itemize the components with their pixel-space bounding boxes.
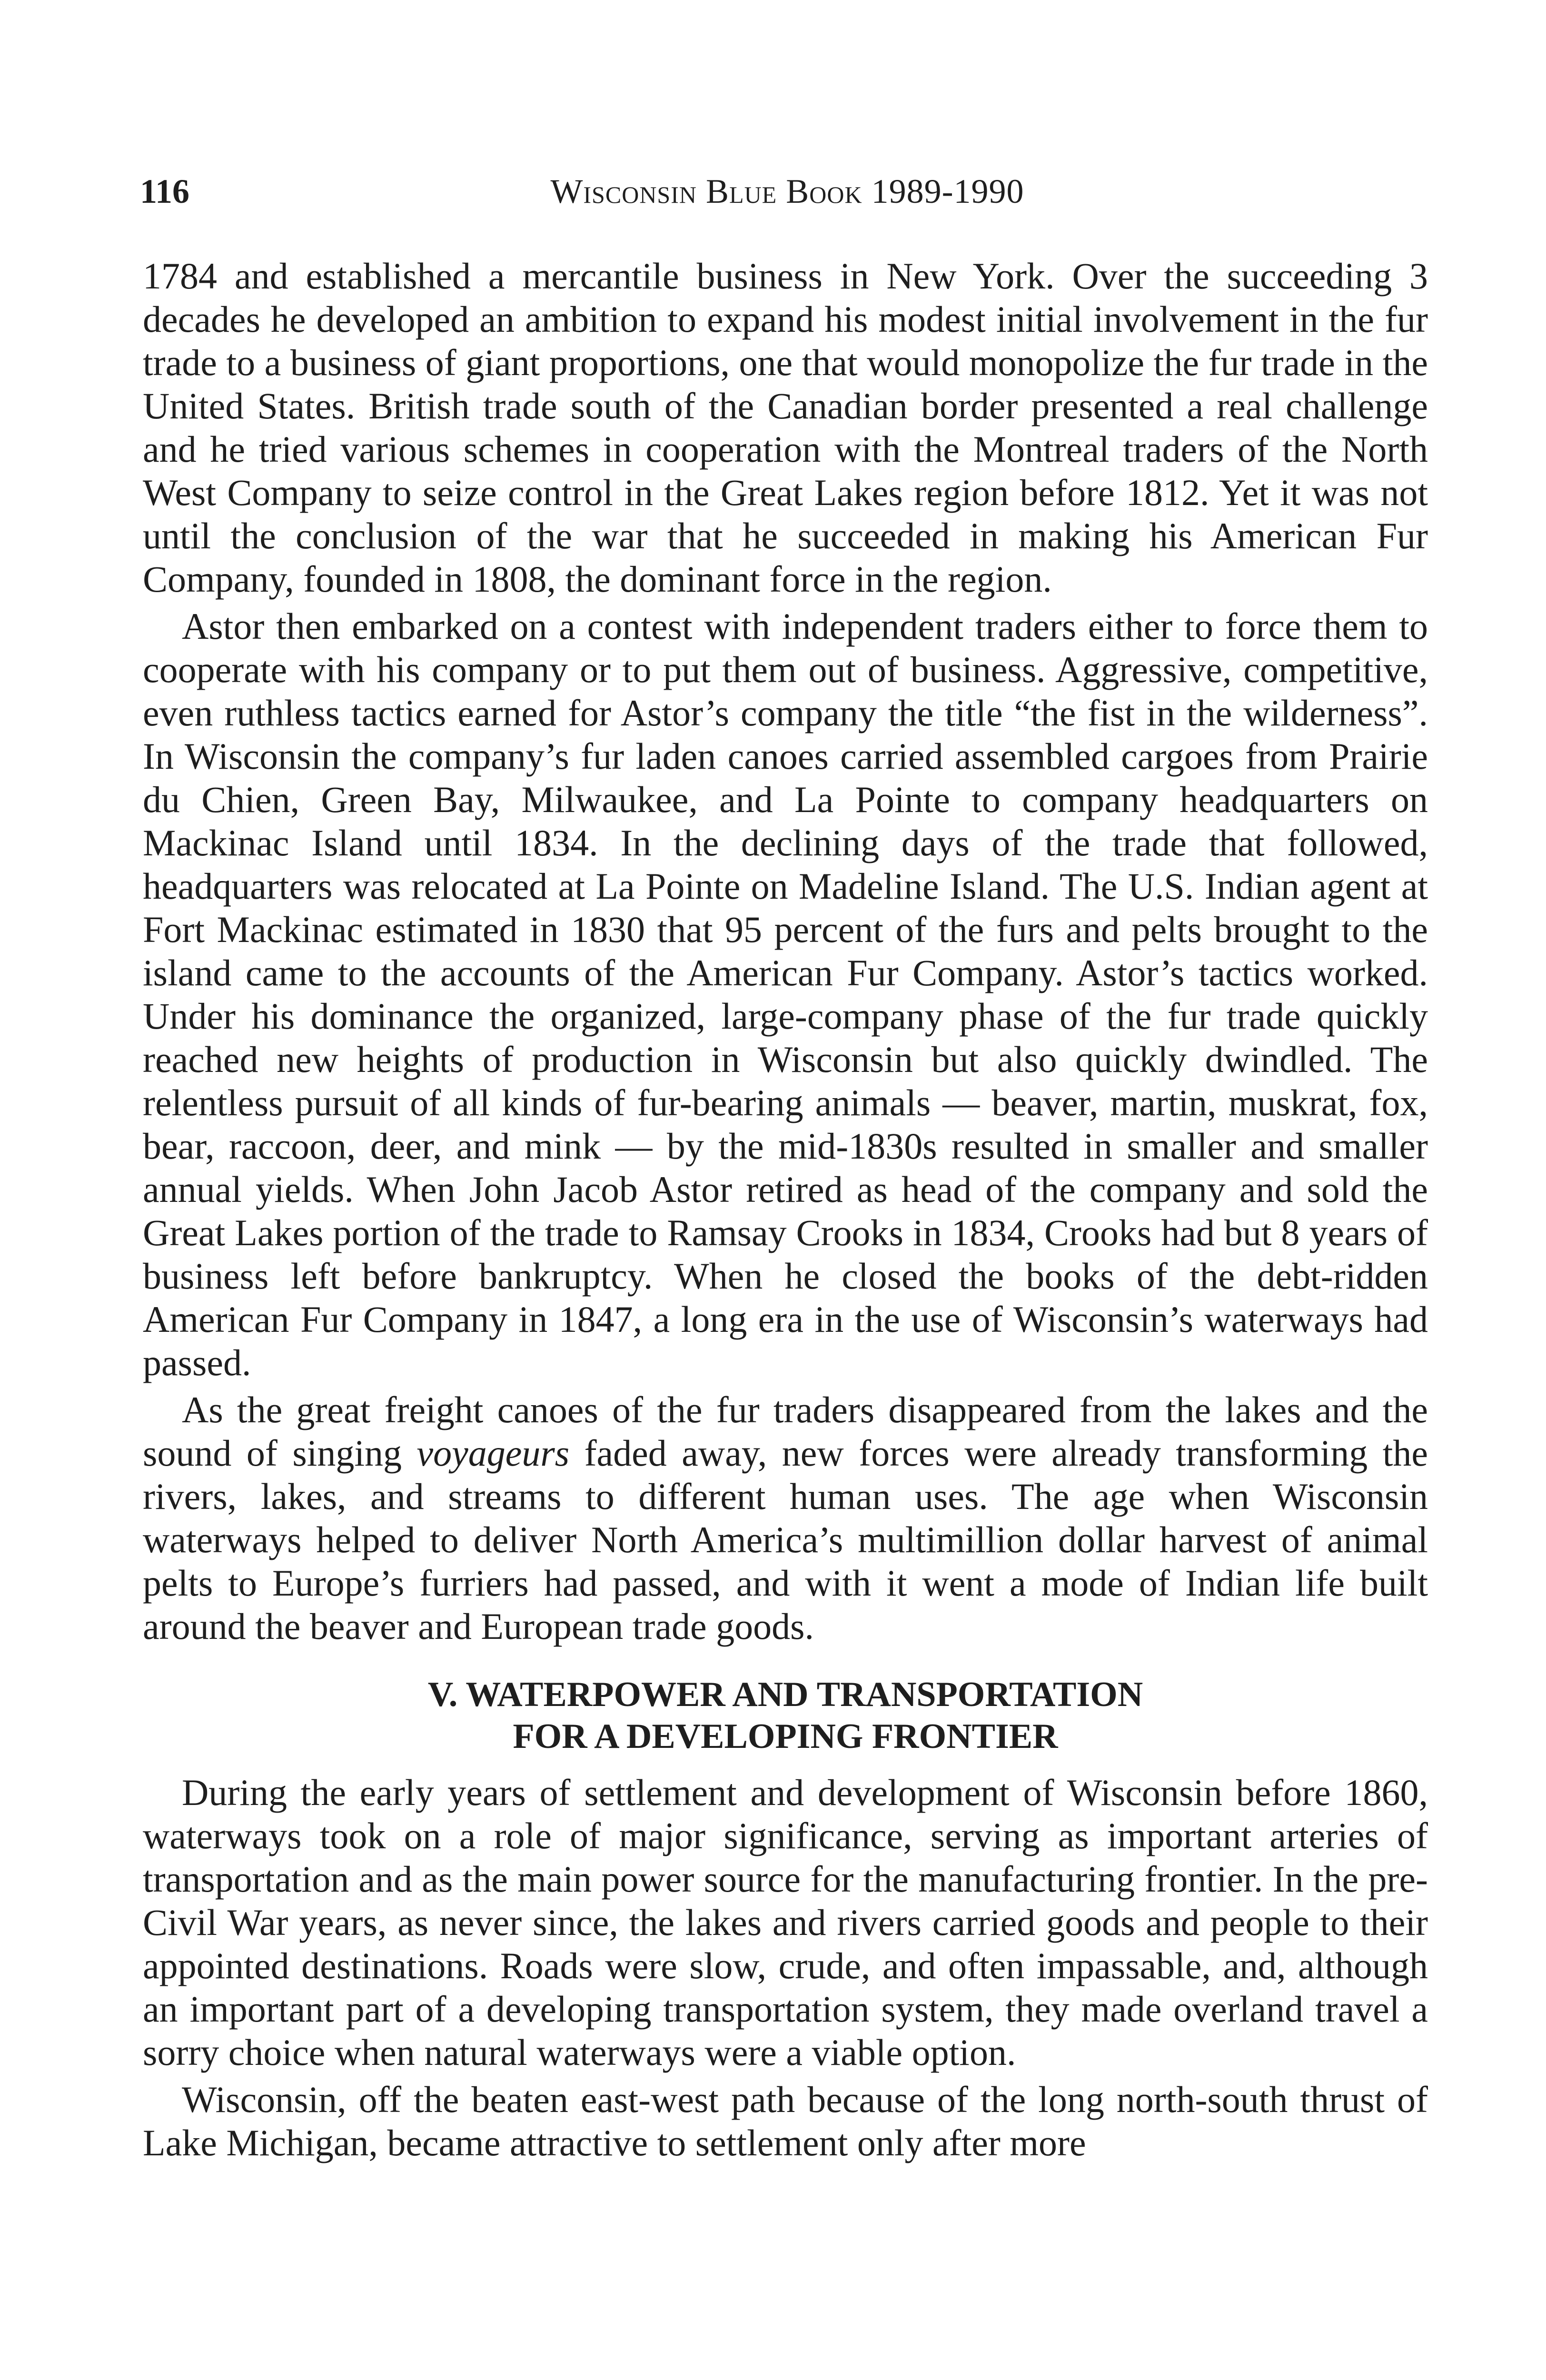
- paragraph-3-text-start: As the great freight canoes of the fur traders disappeared from the lakes and the sound of singing: [143, 1389, 1428, 1474]
- body-text: [143, 254, 1428, 2164]
- running-title: Wisconsin Blue Book 1989-1990: [550, 172, 1024, 210]
- running-head: [140, 168, 1435, 215]
- paragraph-3-text-end: faded away, new forces were already transforming the rivers, lakes, and streams to different human uses. The age when Wisconsin waterways helped to deliver North America’s multimillion dollar harvest of animal pelts to Europe’s furriers had passed, and with it went a mode of Indian life built around the beaver and European trade goods.: [143, 1432, 1428, 1647]
- section-heading-line-1: V. WATERPOWER AND TRANSPORTATION: [427, 1675, 1143, 1714]
- paragraph-5: Wisconsin, off the beaten east-west path because of the long north-south thrust of Lake Michigan, became attractive to settlement only after more: [143, 2079, 1428, 2163]
- paragraph-2: Astor then embarked on a contest with independent traders either to force them to cooperate with his company or to put them out of business. Aggressive, competitive, even ruthless tactics earned for Astor’s company the title “the fist in the wilderness”. In Wisconsin the company’s fur laden canoes carried assembled cargoes from Prairie du Chien, Green Bay, Milwaukee, and La Pointe to company headquarters on Mackinac Island until 1834. In the declining days of the trade that followed, headquarters was relocated at La Pointe on Madeline Island. The U.S. Indian agent at Fort Mackinac estimated in 1830 that 95 percent of the furs and pelts brought to the island came to the accounts of the American Fur Company. Astor’s tactics worked. Under his dominance the organized, large-company phase of the fur trade quickly reached new heights of production in Wisconsin but also quickly dwindled. The relentless pursuit of all kinds of fur-bearing animals — beaver, martin, muskrat, fox, bear, raccoon, deer, and mink — by the mid-1830s resulted in smaller and smaller annual yields. When John Jacob Astor retired as head of the company and sold the Great Lakes portion of the trade to Ramsay Crooks in 1834, Crooks had but 8 years of business left before bankruptcy. When he closed the books of the debt-ridden American Fur Company in 1847, a long era in the use of Wisconsin’s waterways had passed.: [143, 605, 1428, 1383]
- section-heading-line-2: FOR A DEVELOPING FRONTIER: [513, 1717, 1058, 1756]
- paragraph-3-italic-term: voyageurs: [416, 1432, 570, 1474]
- paragraph-1: 1784 and established a mercantile business in New York. Over the succeeding 3 decades he developed an ambition to expand his modest initial involvement in the fur trade to a business of giant proportions, one that would monopolize the fur trade in the United States. British trade south of the Canadian border presented a real challenge and he tried various schemes in cooperation with the Montreal traders of the North West Company to seize control in the Great Lakes region before 1812. Yet it was not until the conclusion of the war that he succeeded in making his American Fur Company, founded in 1808, the dominant force in the region.: [143, 255, 1428, 600]
- paragraph-3: [143, 1388, 1428, 1648]
- paragraph-4: During the early years of settlement and development of Wisconsin before 1860, waterways took on a role of major significance, serving as important arteries of transportation and as the main power source for the manufacturing frontier. In the pre-Civil War years, as never since, the lakes and rivers carried goods and people to their appointed destinations. Roads were slow, crude, and often impassable, and, although an important part of a developing transportation system, they made overland travel a sorry choice when natural waterways were a viable option.: [143, 1772, 1428, 2073]
- page-number: 116: [140, 172, 190, 210]
- section-heading: [143, 1674, 1428, 1757]
